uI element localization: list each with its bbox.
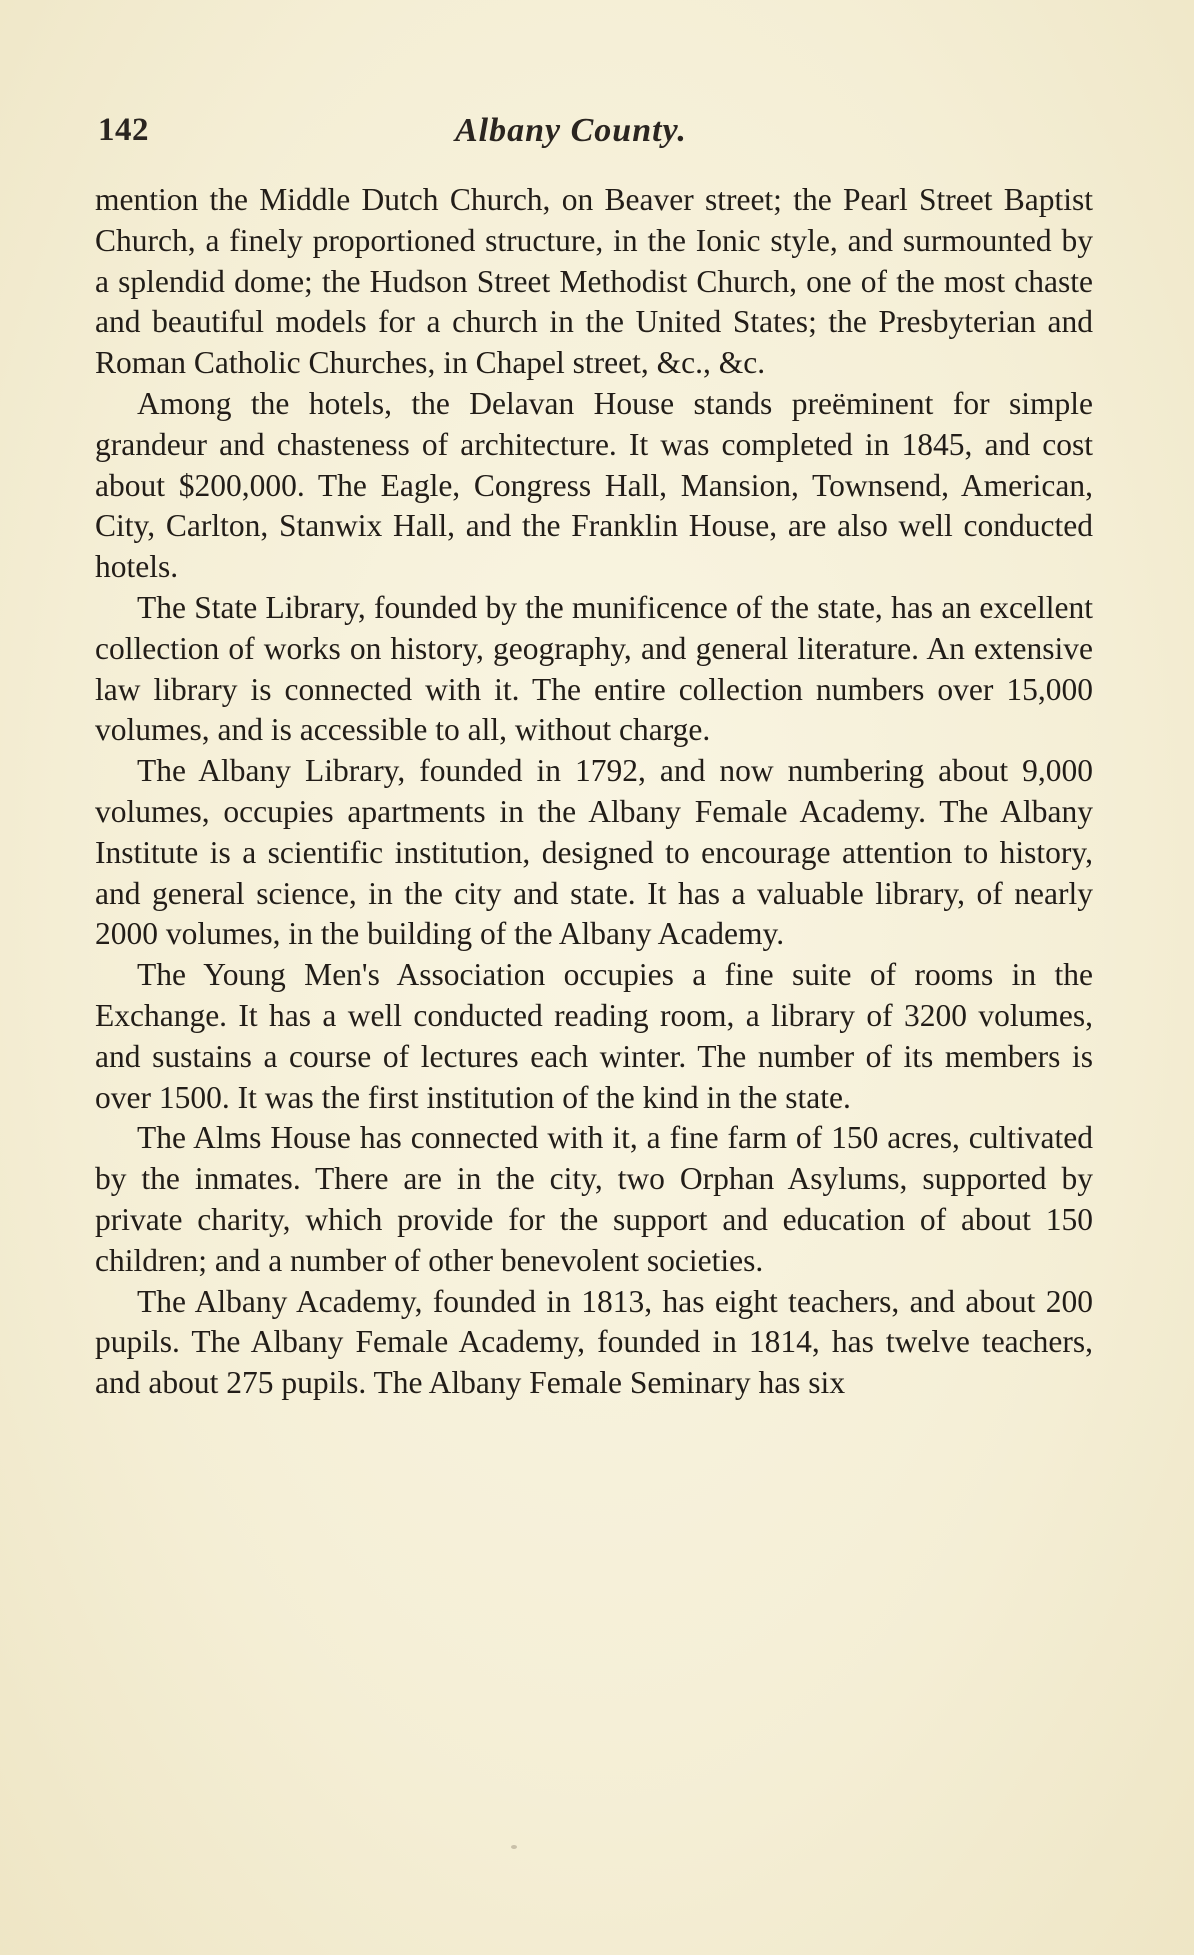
running-title: Albany County. [455, 112, 687, 149]
paragraph-young-mens-association: The Young Men's Association occupies a fine suite of rooms in the Exchange. It has a well conducted reading room, a library of 3200 volumes, and sustains a course of lectures each winter. The number of its members is over 1500. It was the first institution of the kind in the state. [95, 957, 1093, 1115]
ink-speck [511, 1845, 517, 1849]
page-header [98, 112, 1088, 162]
paragraph-academies: The Albany Academy, founded in 1813, has eight teachers, and about 200 pupils. The Albany Female Academy, founded in 1814, has twelve teachers, and about 275 pupils. The Albany Female Seminary has six [95, 1283, 1093, 1401]
paragraph-churches: mention the Middle Dutch Church, on Beaver street; the Pearl Street Baptist Church, a finely proportioned structure, in the Ionic style, and surmounted by a splendid dome; the Hudson Street Methodist Church, one of the most chaste and beautiful models for a church in the United States; the Presbyterian and Roman Catholic Churches, in Chapel street, &c., &c. [95, 182, 1093, 381]
paragraph-hotels: Among the hotels, the Delavan House stands preëminent for simple grandeur and chasteness of architecture. It was completed in 1845, and cost about $200,000. The Eagle, Congress Hall, Mansion, Townsend, American, City, Carlton, Stanwix Hall, and the Franklin House, are also well conducted hotels. [95, 385, 1093, 585]
paragraph-alms-house: The Alms House has connected with it, a fine farm of 150 acres, cultivated by the inmates. There are in the city, two Orphan Asylums, supported by private charity, which provide for the support and education of about 150 children; and a number of other benevolent societies. [95, 1120, 1093, 1278]
page-number: 142 [98, 112, 149, 148]
paragraph-state-library: The State Library, founded by the munificence of the state, has an excellent collection of works on history, geography, and general literature. An extensive law library is connected with it. The entire collection numbers over 15,000 volumes, and is accessible to all, without charge. [95, 589, 1093, 748]
paragraph-albany-library: The Albany Library, founded in 1792, and now numbering about 9,000 volumes, occupies apartments in the Albany Female Academy. The Albany Institute is a scientific institution, designed to encourage attention to history, and general science, in the city and state. It has a valuable library, of nearly 2000 volumes, in the building of the Albany Academy. [95, 753, 1093, 952]
body-text [95, 180, 1093, 1404]
